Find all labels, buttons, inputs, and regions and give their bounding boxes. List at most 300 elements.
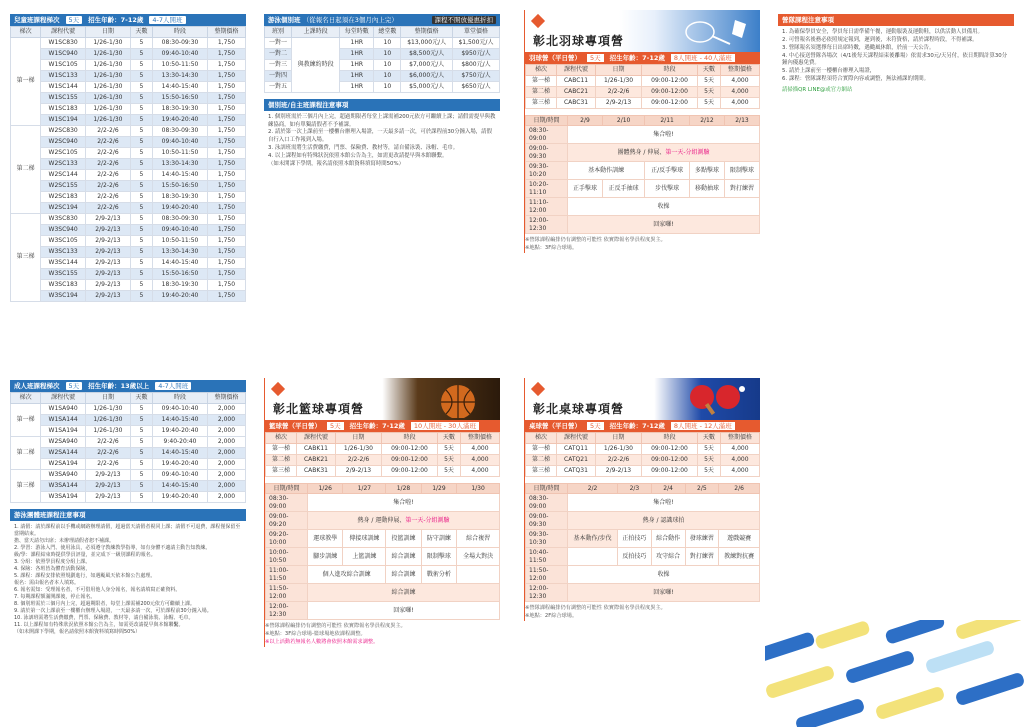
table-cell: 5 [130,414,152,425]
camp-notes-link[interactable]: 請掃描QR LINE@或官方網站 [782,86,853,93]
table-cell: 10:50-11:50 [153,147,208,158]
column-header: 時段 [381,433,437,444]
column-header: 2/6 [719,483,760,494]
adult-swim-header: 成人班課程梯次 5天 招生年齡：13歲以上 4-7人開班 [10,380,246,392]
time-label: 11:50-12:00 [266,584,308,602]
table-cell: 18:30-19:30 [153,103,208,114]
table-cell: 4,000 [460,454,499,465]
schedule-cell [568,548,618,566]
schedule-cell: 集合啦! [568,126,760,144]
schedule-row [266,512,500,530]
note-line: 11. 以上課程如有特殊狀況依照本館公告為主，如需更改請提早與本館聯繫。 [14,621,184,628]
table-row [11,480,246,491]
schedule-cell: 全場大對決 [457,548,500,566]
table-cell: 5 [130,425,152,436]
table-cell: $5,000元/人 [401,81,453,92]
table-cell: 2,000 [207,425,245,436]
table-cell: CATQ21 [556,454,595,465]
column-header: 日期 [595,433,641,444]
column-header: 整期價格 [720,433,759,444]
table-cell: 一對三 [265,59,292,70]
table-cell: W3SC194 [41,290,86,301]
note-line: 3. 分組：依照學員程度分組上課。 [14,558,91,565]
private-swim-table [264,26,500,93]
note-line: 10. 泳訓班需將生活費繳費，門票、保險費、教材等，請自備泳裝、泳帽、毛巾。 [14,614,194,621]
schedule-cell: 回家囉! [308,602,500,620]
table-row [11,125,246,136]
column-header: 每堂時數 [340,27,374,38]
schedule-cell: 收操 [568,566,760,584]
table-cell: 2/9-2/13 [86,480,131,491]
paddle-icon [680,381,750,417]
table-cell: 4,000 [720,97,759,108]
table-cell: CABC31 [556,97,595,108]
group-label: 第二梯 [11,125,41,213]
time-label: 09:00-09:30 [526,144,568,162]
badminton-table [525,64,760,109]
table-cell: W2SA144 [41,447,86,458]
table-cell: W3SC830 [41,213,86,224]
table-cell: 1,750 [207,246,245,257]
schedule-cell: 回家囉! [568,584,760,602]
kids-swim-table [10,26,246,302]
table-cell: 2/9-2/13 [86,268,131,279]
table-cell: W1SA144 [41,414,86,425]
table-cell: W2SA194 [41,458,86,469]
table-cell: 19:40-20:40 [153,290,208,301]
table-cell: 08:30-09:30 [153,125,208,136]
table-cell: 09:00-12:00 [641,443,697,454]
table-cell: 2/9-2/13 [86,246,131,257]
table-cell: $7,000元/人 [401,59,453,70]
adult-notes-title: 游泳團體班課程注意事項 [10,509,246,521]
kids-swim-panel [10,14,246,302]
column-header: 日期 [596,65,642,76]
table-row [266,443,500,454]
time-label: 09:30-10:20 [526,162,568,180]
table-row [526,97,760,108]
group-label: 第一梯 [11,403,41,436]
basketball-table [265,432,500,477]
schedule-row [266,566,500,584]
column-header: 1/28 [386,483,421,494]
camp-notes [778,26,1014,87]
shuttlecock-icon [680,14,750,48]
table-cell: CATQ31 [556,465,595,476]
basketball-title: 彰北籃球專項營 [273,402,365,416]
header-row [526,65,760,76]
table-cell: 2,000 [207,480,245,491]
header-row [526,115,760,126]
table-cell: $8,500元/人 [401,48,453,59]
header-row [526,433,760,444]
column-header: 課程代號 [296,433,335,444]
schedule-row [526,144,760,162]
table-cell: 5 [130,436,152,447]
note-line: 6. 課程：營隊課程須符合實際內容或調整，無法補課的期間。 [782,76,930,83]
highlight-text: 第一天-分組測驗 [665,148,710,156]
column-header: 日期/時間 [526,483,568,494]
table-cell: 09:00-12:00 [641,75,697,86]
table-cell: 09:40-10:40 [153,469,208,480]
table-cell: 15:50-16:50 [153,180,208,191]
note-line: 1. 個別班需於三個月內上完，超過期限者每堂上課需補200元依方可繼續上課；請假需提早與教練協商，如有單獨請假者不予補課。 [268,113,496,128]
table-cell: 5 [130,480,152,491]
table-cell: 5天 [438,454,461,465]
column-header: 梯次 [266,433,297,444]
tabletennis-banner [525,378,760,420]
column-header: 整期價格 [401,27,453,38]
column-header: 整期價格 [720,65,759,76]
time-label: 09:00-09:20 [266,512,308,530]
table-cell: 19:40-20:40 [153,458,208,469]
table-cell: 5天 [438,465,461,476]
table-cell: W1SA940 [41,403,86,414]
schedule-row [526,530,760,548]
header-row [265,27,500,38]
table-cell: W3SA144 [41,480,86,491]
table-cell: 2/2-2/6 [86,158,131,169]
table-cell: W1SC194 [41,114,86,125]
slot-cell: 與教練約時段 [292,37,340,92]
time-label: 09:30-10:30 [526,530,568,548]
schedule-row [526,494,760,512]
note-line: 8. 個別班需於三個月內上完，超過期限者，每堂上課需補200元依方可繼續上課。 [14,600,195,607]
table-cell: 2/2-2/6 [86,147,131,158]
table-cell: 1HR [340,59,374,70]
table-cell: 09:00-12:00 [641,97,697,108]
schedule-cell: 限制擊球 [724,162,759,180]
basketball-schedule [265,483,500,621]
table-cell: 一對一 [265,37,292,48]
schedule-cell: 收操 [568,198,760,216]
table-cell: 一對二 [265,48,292,59]
table-cell: 2/9-2/13 [86,257,131,268]
table-cell: 1,750 [207,48,245,59]
basketball-foot3: ※以上活動若無報名人數將會依照本館需求調整。 [265,638,379,645]
table-cell: 09:00-12:00 [381,443,437,454]
schedule-row [526,512,760,530]
table-cell: 09:00-12:00 [641,465,697,476]
schedule-cell: 移動抽球 [689,180,724,198]
table-row [11,279,246,290]
schedule-cell: 教練對抗賽 [719,548,760,566]
table-cell: 5 [130,458,152,469]
group-label: 第三梯 [11,213,41,301]
table-cell: 5 [130,147,152,158]
table-cell: 第一梯 [526,75,557,86]
schedule-cell: 集合啦! [308,494,500,512]
table-cell: 2,000 [207,458,245,469]
table-cell: 2/2-2/6 [86,202,131,213]
table-row [11,458,246,469]
table-cell: 09:00-12:00 [641,86,697,97]
table-cell: 第三梯 [266,465,297,476]
table-cell: 1,750 [207,180,245,191]
note-line: 4. 保險：各班皆為體育活動保險， [14,565,91,572]
table-cell: 09:40-10:40 [153,224,208,235]
table-cell: 10 [374,48,401,59]
note-line: （如未開課下學期，報名請依照本館資料填寫時間50%） [268,160,404,167]
table-cell: W2SC133 [41,158,86,169]
table-cell: 14:40-15:40 [153,169,208,180]
table-cell: 13:30-14:30 [153,158,208,169]
schedule-cell: 個人進攻綜合訓練 [308,566,386,584]
table-cell: 2,000 [207,414,245,425]
schedule-cell: 正/反手擊球 [645,162,690,180]
table-cell: 4,000 [720,75,759,86]
table-cell: 5 [130,70,152,81]
table-cell: 第二梯 [526,86,557,97]
table-cell: W2SC155 [41,180,86,191]
table-cell: 1,750 [207,202,245,213]
schedule-cell: 限制擊球 [421,548,456,566]
table-row [526,86,760,97]
basketball-header: 籃球營（平日營） 5天 招生年齡：7-12歲 10人開班 - 30人滿班 [265,420,500,432]
table-row [11,257,246,268]
table-cell: 2/9-2/13 [596,97,642,108]
table-cell: 1,750 [207,158,245,169]
note-line: 級/學：課程結束時提供學員評量，並完成下一級別課程的報名。 [14,551,156,558]
column-header: 日期 [86,393,131,404]
table-cell: 2/2-2/6 [86,458,131,469]
table-cell: 5 [130,268,152,279]
table-row [11,213,246,224]
table-cell: 19:40-20:40 [153,425,208,436]
note-line: 4. 以上課程如有特殊狀況依照本館公告為主，如需更改請提早與本館聯繫。 [268,152,448,159]
column-header: 1/26 [308,483,343,494]
time-label: 10:00-10:50 [266,548,308,566]
table-row [11,191,246,202]
table-cell: 第三梯 [526,465,557,476]
table-cell: 2/9-2/13 [86,235,131,246]
schedule-cell: 正手擊球 [568,180,603,198]
table-cell: 18:30-19:30 [153,191,208,202]
table-cell: 1/26-1/30 [86,59,131,70]
table-cell: 5 [130,202,152,213]
table-cell: 10 [374,37,401,48]
time-label: 10:40-11:50 [526,548,568,566]
table-cell: 5天 [698,465,721,476]
column-header: 整期價格 [207,393,245,404]
table-cell: 10:50-11:50 [153,59,208,70]
column-header: 1/29 [421,483,456,494]
note-line: 2. 學習：游泳入門、使用泳具，必須遵守教練教學指導，如有身體不適請主動告知教練。 [14,544,211,551]
table-row [11,246,246,257]
table-cell: 第一梯 [266,443,297,454]
table-cell: 5 [130,158,152,169]
badminton-header: 羽球營（平日營） 5天 招生年齡：7-12歲 8人開班 - 40人滿班 [525,52,760,64]
time-label: 11:50-12:00 [526,566,568,584]
column-header: 日期/時間 [266,483,308,494]
schedule-cell: 熱身 / 認識球拍 [568,512,760,530]
table-cell: 19:40-20:40 [153,491,208,502]
note-line: 1. 為確保學員安全，學員每日需準備午餐，運動服裝及運動鞋，以供活動人員備用。 [782,29,983,36]
table-cell: 4,000 [460,443,499,454]
table-cell: 2/9-2/13 [595,465,641,476]
column-header: 2/2 [568,483,618,494]
table-cell: 14:40-15:40 [153,414,208,425]
table-cell: 1/26-1/30 [595,443,641,454]
table-cell: 1,750 [207,59,245,70]
time-label: 08:30-09:00 [526,494,568,512]
time-label: 08:30-09:00 [266,494,308,512]
schedule-cell [457,566,500,584]
table-cell: 2/9-2/13 [335,465,381,476]
table-cell: W2SC194 [41,202,86,213]
table-cell: 5 [130,469,152,480]
column-header: 1/27 [343,483,386,494]
table-cell: 1,750 [207,147,245,158]
table-cell: $13,000元/人 [401,37,453,48]
table-cell: W3SC144 [41,257,86,268]
table-row [11,202,246,213]
table-cell: 1,750 [207,169,245,180]
column-header: 梯次 [11,27,41,38]
tabletennis-panel [524,378,760,621]
header-row [266,433,500,444]
table-cell: 5 [130,169,152,180]
schedule-cell: 基本動作/步伐 [568,530,618,548]
schedule-cell: 遊戲競賽 [719,530,760,548]
column-header: 2/4 [651,483,685,494]
table-row [526,454,760,465]
table-row [266,465,500,476]
tabletennis-title: 彰北桌球專項營 [533,402,625,416]
table-cell: W1SC183 [41,103,86,114]
table-row [11,59,246,70]
table-cell: 2/9-2/13 [86,290,131,301]
table-cell: 1,750 [207,279,245,290]
note-line: 3. 營隊報名須選擇每日出席時數，遇颱風休館，於前一天公告。 [782,44,935,51]
tabletennis-schedule [525,483,760,603]
table-cell: 1,750 [207,81,245,92]
table-cell: 09:40-10:40 [153,403,208,414]
table-row [11,158,246,169]
table-cell: $6,000元/人 [401,70,453,81]
table-cell: 5天 [438,443,461,454]
table-cell: 2/9-2/13 [86,213,131,224]
table-cell: 2,000 [207,447,245,458]
table-cell: 第二梯 [526,454,557,465]
table-cell: 5 [130,180,152,191]
table-row [11,180,246,191]
table-cell: 2/2-2/6 [86,447,131,458]
note-line: 2. 可營報名後務必依照規定報到，遲到後，未符資格，請於課程時段，不得補課。 [782,36,978,43]
column-header: 整期價格 [207,27,245,38]
column-header: 日期/時間 [526,115,568,126]
table-cell: 2/2-2/6 [595,454,641,465]
diamond-icon [531,14,545,28]
table-cell: $750元/人 [452,70,499,81]
table-cell: 2/9-2/13 [86,279,131,290]
table-cell: 1/26-1/30 [86,70,131,81]
table-cell: 1/26-1/30 [86,37,131,48]
column-header: 天數 [130,27,152,38]
table-cell: 1,750 [207,257,245,268]
adult-swim-panel [10,380,246,639]
column-header: 梯次 [526,433,557,444]
table-cell: 5 [130,48,152,59]
schedule-cell: 綜合訓練 [386,548,421,566]
table-cell: W1SC155 [41,92,86,103]
adult-swim-table [10,392,246,503]
table-row [11,103,246,114]
table-cell: 一對五 [265,81,292,92]
table-cell: 1,750 [207,191,245,202]
table-cell: 5 [130,81,152,92]
table-cell: 1,750 [207,92,245,103]
table-cell: W3SC133 [41,246,86,257]
column-header: 天數 [130,393,152,404]
note-line: 1. 請假：請於課程前以手機或網路辦理請假，超過當天請假者視同上課；請假不可退費，課程僅保留至當期結束。 [14,523,241,537]
schedule-row [526,180,760,198]
column-header: 時段 [153,27,208,38]
table-cell: 5 [130,103,152,114]
tabletennis-foot1: ※營隊課程編排仍有調整的可能性 依實際報名學員程度異主。 [525,605,666,612]
table-row [526,75,760,86]
table-row [11,147,246,158]
group-label: 第二梯 [11,436,41,469]
tabletennis-header: 桌球營（平日營） 5天 招生年齡：7-12歲 8人開班 - 12人滿班 [525,420,760,432]
table-cell: W3SC105 [41,235,86,246]
schedule-cell: 綜合動作 [651,530,685,548]
note-line: （如未開課下學期，報名請依照本館資料填寫時間50%） [14,628,141,635]
column-header: 梯次 [11,393,41,404]
table-cell: 1HR [340,37,374,48]
table-cell: 5 [130,235,152,246]
time-label: 12:00-12:30 [266,602,308,620]
table-cell: 19:40-20:40 [153,114,208,125]
table-row [11,235,246,246]
table-cell: 1,750 [207,235,245,246]
table-cell: 2,000 [207,403,245,414]
note-line: 報名：需由報名者本人填寫。 [14,579,80,586]
table-cell: W2SC105 [41,147,86,158]
note-line: 6. 報名需知：受理報名者，不可借用他人身分報名，報名請填寫正確資料。 [14,586,181,593]
table-cell: 2/2-2/6 [86,136,131,147]
table-row [11,81,246,92]
badminton-panel [524,10,760,253]
table-cell: 2,000 [207,491,245,502]
column-header: 2/9 [568,115,603,126]
table-cell: 08:30-09:30 [153,213,208,224]
time-label: 09:00-09:30 [526,512,568,530]
schedule-row [526,126,760,144]
note-line: 5. 請於上課前至一樓櫃台辦理入場證， [782,68,876,75]
table-row [526,465,760,476]
private-notes-title: 個別班/自主班課程注意事項 [264,99,500,111]
schedule-cell: 綜合複習 [457,530,500,548]
schedule-row [266,530,500,548]
table-cell: 14:40-15:40 [153,447,208,458]
table-cell: 09:40-10:40 [153,136,208,147]
schedule-cell: 腳步訓練 [308,548,343,566]
table-row [265,37,500,48]
column-header: 班別 [265,27,292,38]
header-row [266,483,500,494]
table-cell: 2/2-2/6 [335,454,381,465]
table-cell: W3SA940 [41,469,86,480]
table-cell: 1,750 [207,224,245,235]
time-label: 09:20-10:00 [266,530,308,548]
table-row [11,290,246,301]
table-row [11,425,246,436]
table-row [11,469,246,480]
table-cell: 1/26-1/30 [335,443,381,454]
column-header: 天數 [698,433,721,444]
table-cell: 2/2-2/6 [86,180,131,191]
